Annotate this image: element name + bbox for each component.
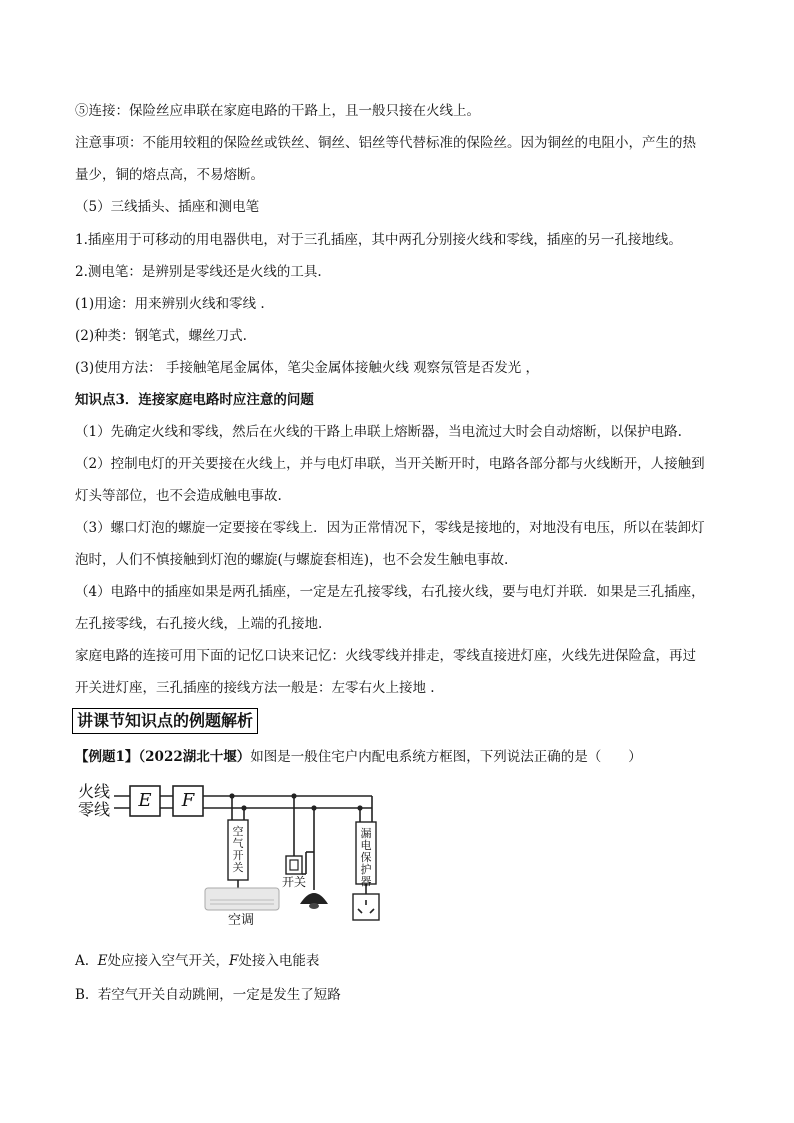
option-text: 处接入电能表 (238, 953, 320, 969)
example-text: 如图是一般住宅户内配电系统方框图，下列说法正确的是（ ） (250, 749, 642, 765)
section-heading: 讲课节知识点的例题解析 (72, 708, 258, 734)
paragraph-line: （1）先确定火线和零线，然后在火线的干路上串联上熔断器，当电流过大时会自动熔断，以保护电路. (75, 424, 682, 440)
option-a (75, 952, 319, 970)
option-letter: B. (75, 987, 90, 1003)
paragraph-line: （5）三线插头、插座和测电笔 (75, 199, 260, 215)
paragraph-line: 1.插座用于可移动的用电器供电，对于三孔插座，其中两孔分别接火线和零线，插座的另一孔接地线。 (75, 232, 682, 248)
paragraph-line: 家庭电路的连接可用下面的记忆口诀来记忆：火线零线并排走，零线直接进灯座，火线先进保险盒，再过 (75, 648, 696, 664)
paragraph-line: (3)使用方法： 手接触笔尾金属体，笔尖金属体接触火线 观察氖管是否发光 ， (75, 360, 539, 376)
air-conditioner-label: 空调 (228, 913, 255, 928)
paragraph-line: 2.测电笔：是辨别是零线还是火线的工具. (75, 264, 322, 280)
paragraph-line: 开关进灯座，三孔插座的接线方法一般是：左零右火上接地 . (75, 680, 435, 696)
option-letter: A. (75, 953, 90, 969)
socket-icon (353, 894, 379, 920)
example-tag: 【例题1】 (75, 749, 139, 765)
box-e-label: E (138, 790, 152, 811)
circuit-diagram (70, 780, 400, 930)
lamp-icon (300, 893, 328, 909)
paragraph-line: 灯头等部位，也不会造成触电事故. (75, 488, 282, 504)
paragraph-line: (1)用途：用来辨别火线和零线 . (75, 296, 265, 312)
paragraph-line: （3）螺口灯泡的螺旋一定要接在零线上．因为正常情况下，零线是接地的，对地没有电压，所以在装卸灯 (75, 520, 705, 536)
neutral-wire-label: 零线 (78, 800, 111, 819)
example-source: （2022湖北十堰） (138, 749, 251, 765)
example-question (75, 748, 642, 766)
option-symbol: F (229, 953, 239, 969)
air-switch-label: 空气开关 (232, 825, 244, 874)
switch-box (286, 856, 302, 874)
leakage-protector-label: 漏电保护器 (360, 827, 372, 888)
paragraph-line: 注意事项：不能用较粗的保险丝或铁丝、铜丝、铝丝等代替标准的保险丝。因为铜丝的电阻小，产生的热 (75, 135, 696, 151)
switch-label: 开关 (282, 875, 307, 889)
paragraph-line: 泡时，人们不慎接触到灯泡的螺旋(与螺旋套相连)，也不会发生触电事故. (75, 552, 509, 568)
paragraph-line: （2）控制电灯的开关要接在火线上，并与电灯串联，当开关断开时，电路各部分都与火线断开，人接触到 (75, 456, 705, 472)
paragraph-line: （4）电路中的插座如果是两孔插座，一定是左孔接零线，右孔接火线，要与电灯并联．如果是三孔插座， (75, 584, 705, 600)
paragraph-line: 量少，铜的熔点高，不易熔断。 (75, 167, 264, 183)
paragraph-line: ⑤连接：保险丝应串联在家庭电路的干路上，且一般只接在火线上。 (75, 103, 480, 119)
box-f-label: F (181, 790, 195, 811)
option-symbol: E (97, 953, 108, 969)
option-text: 处应接入空气开关， (107, 953, 229, 969)
knowledge-heading: 知识点3．连接家庭电路时应注意的问题 (75, 392, 314, 408)
live-wire-label: 火线 (78, 782, 111, 801)
air-conditioner-icon (205, 888, 279, 910)
option-b (75, 986, 341, 1004)
option-text: 若空气开关自动跳闸，一定是发生了短路 (97, 987, 341, 1003)
paragraph-line: (2)种类：钢笔式，螺丝刀式. (75, 328, 247, 344)
paragraph-line: 左孔接零线，右孔接火线，上端的孔接地. (75, 616, 323, 632)
